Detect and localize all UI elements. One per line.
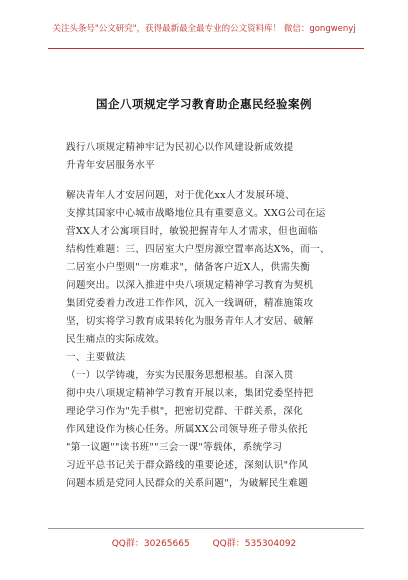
- header-divider: [48, 48, 364, 49]
- body-line: 民生痛点的实际成效。: [66, 334, 165, 345]
- body-line: 问题突出。以深入推进中央八项规定精神学习教育为契机: [66, 280, 314, 291]
- document-title: 国企八项规定学习教育助企惠民经验案例: [96, 97, 312, 111]
- footer-contacts: [0, 536, 408, 549]
- paragraph-gap: [66, 175, 356, 187]
- document-body: [66, 139, 356, 493]
- body-line: 习近平总书记关于群众路线的重要论述，深刻认识"作风: [66, 460, 309, 471]
- body-line: 践行八项规定精神牢记为民初心以作风建设新成效提: [66, 142, 294, 153]
- body-line: 二居室小户型则"一房难求"，储备客户近X人，供需失衡: [66, 262, 311, 273]
- body-line: 作风建设作为核心任务。所属XX公司领导班子带头依托: [66, 424, 308, 435]
- body-line: 问题本质是党同人民群众的关系问题"，为破解民生难题: [66, 478, 309, 489]
- section-heading: 一、主要做法: [66, 352, 126, 363]
- footer-qq-group-1: QQ群：30265665: [111, 539, 190, 549]
- body-line: 理论学习作为"先手棋"，把密切党群、干群关系，深化: [66, 406, 303, 417]
- body-line: 支撑其国家中心城市战略地位具有重要意义。XXG公司在运: [66, 208, 326, 219]
- body-line: 营XX人才公寓项目时，敏锐把握青年人才需求，但也面临: [66, 226, 318, 237]
- body-line: （一）以学铸魂，夯实为民服务思想根基。自深入贯: [66, 370, 294, 381]
- footer-divider: [48, 528, 364, 529]
- body-line: 解决青年人才安居问题，对于优化xx人才发展环境、: [66, 190, 296, 201]
- body-line: "第一议题""读书班""三会一课"等载体，系统学习: [66, 442, 283, 453]
- header-notice: 关注头条号"公文研究"，获得最新最全最专业的公文资料库！ 微信：gongwenyj: [52, 24, 356, 34]
- body-line: 升青年安居服务水平: [66, 160, 156, 171]
- body-line: 坚，切实将学习教育成果转化为服务青年人才安居、破解: [66, 316, 314, 327]
- footer-qq-group-2: QQ群：535304092: [212, 539, 297, 549]
- body-line: 彻中央八项规定精神学习教育开展以来，集团党委坚持把: [66, 388, 314, 399]
- body-line: 集团党委着力改进工作作风，沉入一线调研，精准施策攻: [66, 298, 314, 309]
- body-line: 结构性难题：三、四居室大户型房源空置率高达X%，而一、: [66, 244, 330, 255]
